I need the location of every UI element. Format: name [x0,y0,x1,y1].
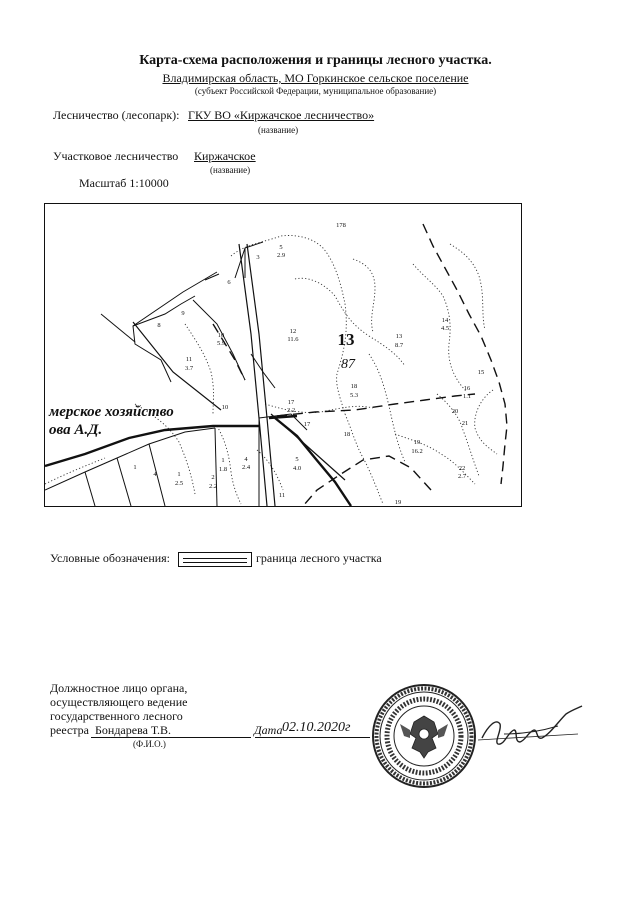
quarter-subnumber: 87 [341,357,355,372]
parcel-num: 2 [211,474,215,481]
official-line4-prefix: реестра [50,723,89,737]
dashed-boundaries [213,224,507,506]
parcel-num: 22 [458,465,466,472]
official-name-note: (Ф.И.О.) [133,739,166,749]
page-title: Карта-схема расположения и границы лесного участка. [139,53,492,68]
parcel-area: 11.6 [287,336,299,343]
region-name: Владимирская область, МО Горкинское сельское поселение [162,71,469,85]
parcel-num: 18 [343,431,351,438]
parcel-area: 4.5 [440,325,450,332]
signature [478,704,584,754]
scale-label: Масштаб 1:10000 [79,176,169,190]
parcel-num: 1 [177,471,181,478]
parcel-num: 1 [133,464,137,471]
official-line2: осуществляющего ведение [50,695,188,709]
parcel-num: 15 [477,369,485,376]
district-value: Киржачское [194,149,256,163]
date-value: 02.10.2020г [282,720,351,735]
quarter-number: 13 [337,330,355,349]
district-note: (название) [210,165,251,175]
parcel-labels [133,222,484,506]
parcel-num: 14 [441,317,449,324]
parcel-area: 2.9 [276,252,286,259]
parcel-num: 20 [451,408,459,415]
parcel-area: 5.3 [349,392,359,399]
parcel-area: 3.7 [184,365,194,372]
parcel-num: 3 [256,254,260,261]
forestry-label: Лесничество (лесопарк): [53,108,180,122]
parcel-area: 2.2 [286,407,296,414]
parcel-num: 18 [350,383,358,390]
parcel-area: 2.5 [174,480,184,487]
parcel-num: 4 [244,456,248,463]
official-name: Бондарева Т.В. [95,723,172,737]
official-seal [370,682,478,790]
parcel-num: 21 [461,420,469,427]
forestry-note: (название) [258,125,299,135]
parcel-area: 2.4 [241,464,251,471]
parcel-area: 5.9 [216,340,226,347]
road-lines [133,244,345,506]
parcel-num: 19 [394,499,402,506]
parcel-num: 11 [185,356,193,363]
parcel-num: 12 [289,328,297,335]
parcel-num: 10 [221,404,229,411]
parcel-num: 13 [395,333,403,340]
parcel-num: 178 [336,222,346,229]
legend-boundary-symbol [178,552,252,567]
parcel-num: 19 [413,439,421,446]
parcel-num: 4 [153,471,157,478]
parcel-num: 10 [217,332,225,339]
parcel-num: 16 [463,385,471,392]
official-line3: государственного лесного [50,709,183,723]
legend-item-label: граница лесного участка [256,551,382,565]
forest-map-svg [45,204,521,506]
parcel-area: 2.2 [208,483,218,490]
forest-map [44,203,522,507]
parcel-num: 5 [279,244,283,251]
parcel-num: 9 [181,310,185,317]
parcel-num: 8 [157,322,161,329]
official-line1: Должностное лицо органа, [50,681,188,695]
parcel-area: 16.2 [411,448,423,455]
parcel-num: 1 [221,457,225,464]
overlay-owner-line2: ова А.Д. [49,422,103,438]
parcel-area: 1.1 [462,393,472,400]
region-note: (субъект Российской Федерации, муниципальное образование) [194,86,437,96]
district-label: Участковое лесничество [53,149,179,163]
parcel-num: 17 [287,399,295,406]
overlay-owner-line1: мерское хозяйство [49,404,174,420]
parcel-area: 2.7 [457,473,467,480]
parcel-num: 17 [303,421,311,428]
parcel-num: 11 [278,492,286,499]
parcel-area: 1.8 [218,466,228,473]
date-underline [255,737,370,738]
parcel-area: 8.7 [394,342,404,349]
parcel-num: 6 [227,279,231,286]
date-label: Дата [254,723,283,737]
parcel-area: 4.0 [292,465,302,472]
forestry-value: ГКУ ВО «Киржачское лесничество» [188,108,375,122]
legend-label: Условные обозначения: [50,551,171,565]
parcel-num: 5 [295,456,299,463]
